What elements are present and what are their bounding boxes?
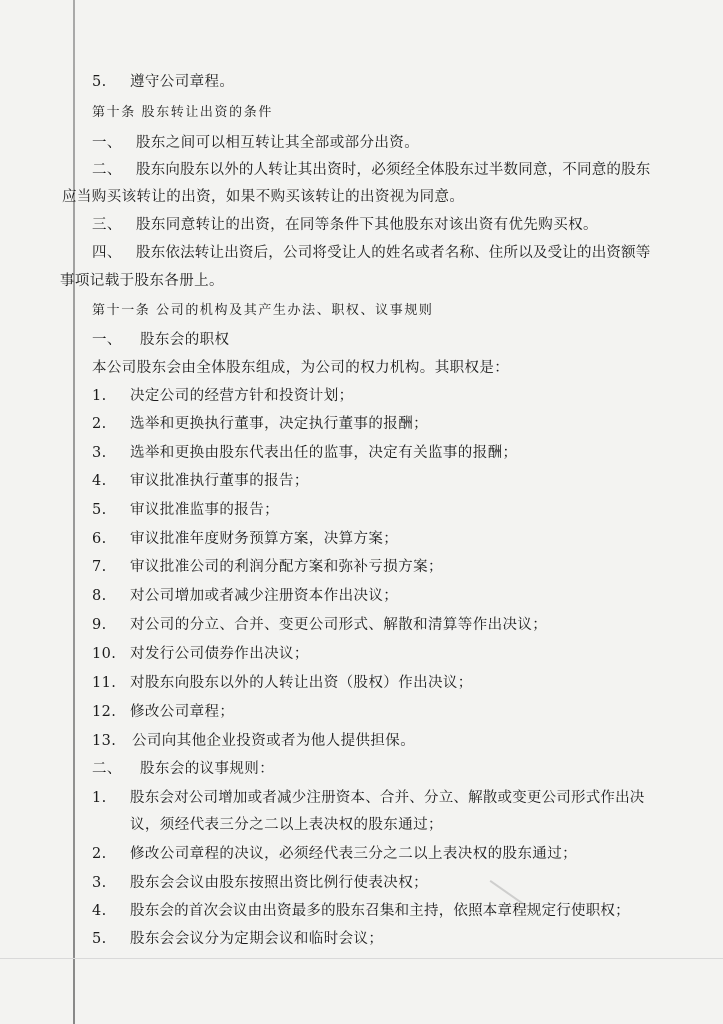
- line-number: 2.: [92, 416, 107, 432]
- line-text: 对股东向股东以外的人转让出资（股权）作出决议；: [130, 675, 473, 691]
- line-number: 二、: [92, 761, 122, 777]
- line-text: 选举和更换执行董事，决定执行董事的报酬；: [130, 416, 428, 432]
- line-text: 股东会对公司增加或者减少注册资本、合并、分立、解散或变更公司形式作出决: [130, 790, 645, 806]
- line-number: 一、: [92, 135, 122, 151]
- line-text: 股东会的职权: [140, 332, 230, 348]
- line-number: 5.: [92, 74, 107, 90]
- line-number: 1.: [92, 790, 107, 806]
- line-number: 2.: [92, 846, 107, 862]
- line-text: 股东会会议分为定期会议和临时会议；: [130, 931, 384, 947]
- line-text: 股东同意转让的出资，在同等条件下其他股东对该出资有优先购买权。: [136, 217, 598, 233]
- line-number: 二、: [92, 162, 122, 178]
- line-text: 第十条 股东转让出资的条件: [92, 105, 273, 120]
- line-number: 5.: [92, 931, 107, 947]
- line-text: 对发行公司债券作出决议；: [130, 646, 309, 662]
- line-number: 7.: [92, 559, 107, 575]
- line-number: 3.: [92, 445, 107, 461]
- line-number: 4.: [92, 473, 107, 489]
- line-number: 5.: [92, 502, 107, 518]
- page-bottom-edge: [0, 958, 723, 959]
- line-number: 三、: [92, 217, 122, 233]
- line-text: 审议批准监事的报告；: [130, 502, 279, 518]
- line-text: 本公司股东会由全体股东组成，为公司的权力机构。其职权是：: [92, 360, 510, 376]
- line-number: 10.: [92, 646, 117, 662]
- line-number: 1.: [92, 388, 107, 404]
- line-text: 股东会的首次会议由出资最多的股东召集和主持，依照本章程规定行使职权；: [130, 903, 630, 919]
- line-text: 第十一条 公司的机构及其产生办法、职权、议事规则: [92, 303, 434, 318]
- line-number: 11.: [92, 675, 117, 691]
- line-text: 审议批准公司的利润分配方案和弥补亏损方案；: [130, 559, 443, 575]
- line-text: 股东向股东以外的人转让其出资时，必须经全体股东过半数同意，不同意的股东: [136, 162, 651, 178]
- line-text: 议，须经代表三分之二以上表决权的股东通过；: [130, 817, 443, 833]
- line-text: 修改公司章程的决议，必须经代表三分之二以上表决权的股东通过；: [130, 846, 577, 862]
- line-number: 13.: [92, 733, 117, 749]
- line-text: 选举和更换由股东代表出任的监事，决定有关监事的报酬；: [130, 445, 518, 461]
- line-text: 决定公司的经营方针和投资计划；: [130, 388, 354, 404]
- line-number: 4.: [92, 903, 107, 919]
- line-number: 四、: [92, 245, 122, 261]
- line-text: 股东会的议事规则：: [140, 761, 275, 777]
- line-text: 股东会会议由股东按照出资比例行使表决权；: [130, 875, 428, 891]
- line-text: 审议批准年度财务预算方案，决算方案；: [130, 531, 399, 547]
- line-number: 8.: [92, 588, 107, 604]
- line-text: 事项记载于股东各册上。: [60, 273, 224, 289]
- line-number: 3.: [92, 875, 107, 891]
- line-text: 应当购买该转让的出资，如果不购买该转让的出资视为同意。: [62, 189, 465, 205]
- line-text: 修改公司章程；: [130, 704, 235, 720]
- line-text: 股东依法转让出资后，公司将受让人的姓名或者名称、住所以及受让的出资额等: [136, 245, 651, 261]
- line-number: 12.: [92, 704, 117, 720]
- line-text: 审议批准执行董事的报告；: [130, 473, 309, 489]
- line-text: 遵守公司章程。: [130, 74, 235, 90]
- line-text: 公司向其他企业投资或者为他人提供担保。: [132, 733, 416, 749]
- line-text: 对公司增加或者减少注册资本作出决议；: [130, 588, 399, 604]
- page-fold-shadow: [73, 0, 75, 1024]
- line-number: 一、: [92, 332, 122, 348]
- line-number: 6.: [92, 531, 107, 547]
- line-text: 对公司的分立、合并、变更公司形式、解散和清算等作出决议；: [130, 617, 548, 633]
- line-text: 股东之间可以相互转让其全部或部分出资。: [136, 135, 420, 151]
- line-number: 9.: [92, 617, 107, 633]
